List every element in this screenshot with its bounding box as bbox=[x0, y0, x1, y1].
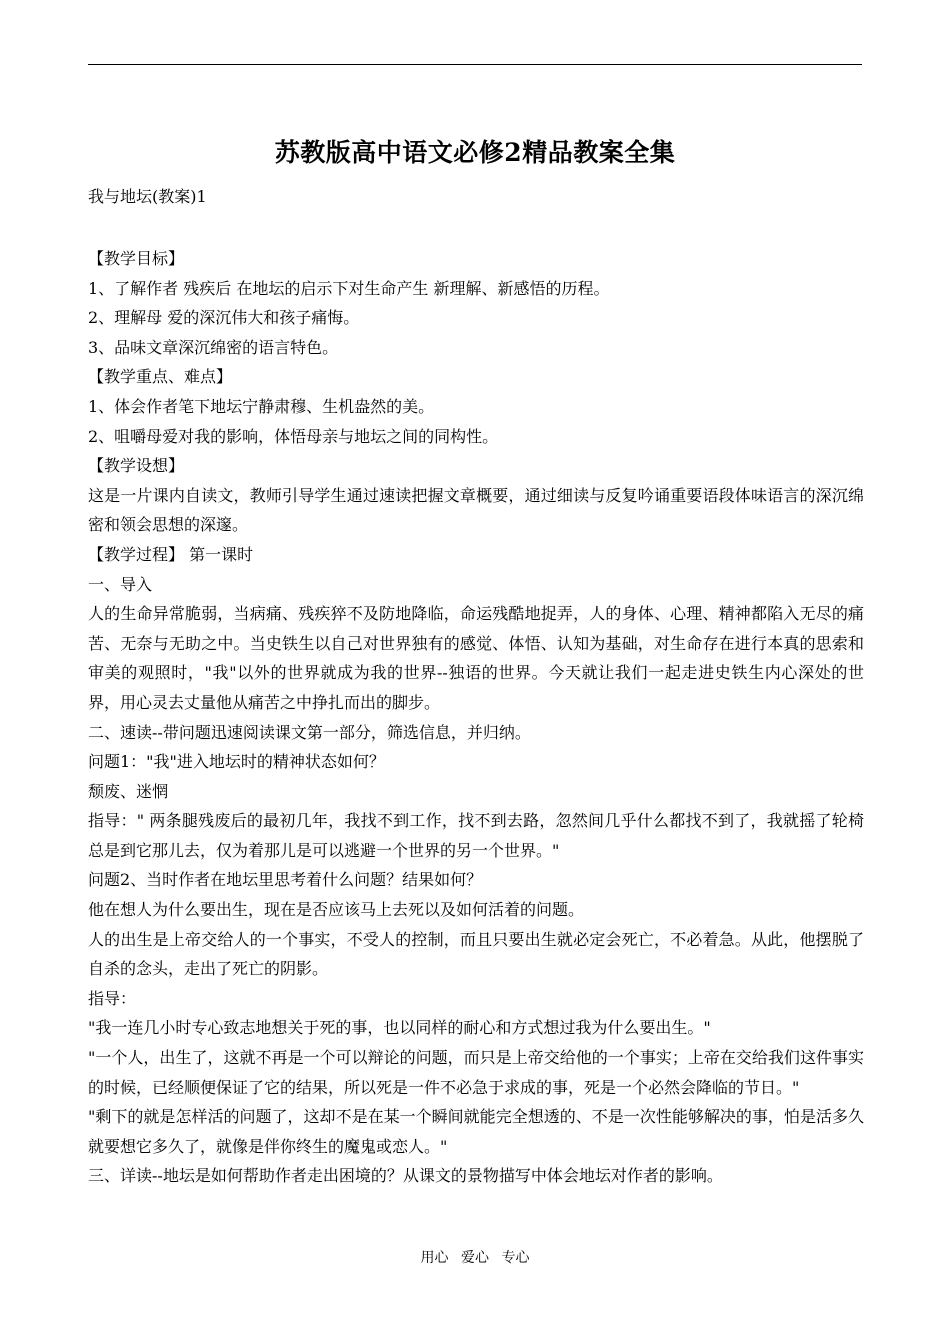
guidance-label: 指导： bbox=[88, 988, 137, 1008]
quote-paragraph: "一个人，出生了，这就不再是一个可以辩论的问题，而只是上帝交给他的一个事实；上帝在交给我们这件事实的时候，已经顺便保证了它的结果，所以死是一件不必急于求成的事，死是一个必然会降临的节日。" bbox=[88, 1048, 864, 1097]
step-heading-detailed-reading: 三、详读--地坛是如何帮助作者走出困境的？从课文的景物描写中体会地坛对作者的影响。 bbox=[88, 1166, 723, 1186]
step-heading-skim: 二、速读--带问题迅速阅读课文第一部分，筛选信息，并归纳。 bbox=[88, 722, 531, 742]
question-1: 问题1："我"进入地坛时的精神状态如何？ bbox=[88, 752, 385, 772]
section-heading-design: 【教学设想】 bbox=[88, 456, 185, 476]
document-title: 苏教版高中语文必修2精品教案全集 bbox=[274, 138, 676, 167]
key-point-item: 2、咀嚼母爱对我的影响，体悟母亲与地坛之间的同构性。 bbox=[88, 426, 499, 446]
header-rule bbox=[88, 64, 862, 65]
lesson-subtitle: 我与地坛(教案)1 bbox=[88, 187, 207, 206]
design-paragraph: 这是一片课内自读文，教师引导学生通过速读把握文章概要，通过细读与反复吟诵重要语段体味语言的深沉绵密和领会思想的深邃。 bbox=[88, 485, 864, 535]
section-heading-objectives: 【教学目标】 bbox=[88, 249, 185, 268]
answer-1: 颓废、迷惘 bbox=[88, 781, 169, 801]
document-body bbox=[88, 244, 864, 1191]
intro-paragraph: 人的生命异常脆弱，当病痛、残疾猝不及防地降临，命运残酷地捉弄，人的身体、心理、精神都陷入无尽的痛苦、无奈与无助之中。当史铁生以自己对世界独有的感觉、体悟、认知为基础，对生命存在进行本真的思索和审美的观照时，"我"以外的世界就成为我的世界--独语的世界。今天就让我们一起走进史铁生内心深处的世界，用心灵去丈量他从痛苦之中挣扎而出的脚步。 bbox=[88, 604, 864, 712]
section-heading-process: 【教学过程】 第一课时 bbox=[88, 544, 254, 564]
objective-item: 1、了解作者 残疾后 在地坛的启示下对生命产生 新理解、新感悟的历程。 bbox=[88, 278, 610, 298]
key-point-item: 1、体会作者笔下地坛宁静肃穆、生机盎然的美。 bbox=[88, 396, 435, 416]
quote-paragraph: "剩下的就是怎样活的问题了，这却不是在某一个瞬间就能完全想透的、不是一次性能够解决的事，怕是活多久就要想它多久了，就像是伴你终生的魔鬼或恋人。" bbox=[88, 1107, 864, 1156]
objective-item: 3、品味文章深沉绵密的语言特色。 bbox=[88, 337, 339, 357]
step-heading-intro: 一、导入 bbox=[88, 574, 153, 594]
quote-paragraph: "我一连几小时专心致志地想关于死的事，也以同样的耐心和方式想过我为什么要出生。" bbox=[88, 1018, 711, 1038]
answer-2-detail: 人的出生是上帝交给人的一个事实，不受人的控制，而且只要出生就必定会死亡，不必着急。从此，他摆脱了自杀的念头，走出了死亡的阴影。 bbox=[88, 929, 864, 979]
question-2: 问题2、当时作者在地坛里思考着什么问题？结果如何？ bbox=[88, 870, 483, 890]
answer-2: 他在想人为什么要出生，现在是否应该马上去死以及如何活着的问题。 bbox=[88, 900, 585, 920]
page-footer: 用心 爱心 专心 bbox=[420, 1250, 530, 1266]
guidance-1: 指导：" 两条腿残废后的最初几年，我找不到工作，找不到去路，忽然间几乎什么都找不到了，我就摇了轮椅总是到它那儿去，仅为着那儿是可以逃避一个世界的另一个世界。" bbox=[88, 811, 864, 860]
objective-item: 2、理解母 爱的深沉伟大和孩子痛悔。 bbox=[88, 308, 360, 328]
section-heading-key-points: 【教学重点、难点】 bbox=[88, 367, 233, 387]
